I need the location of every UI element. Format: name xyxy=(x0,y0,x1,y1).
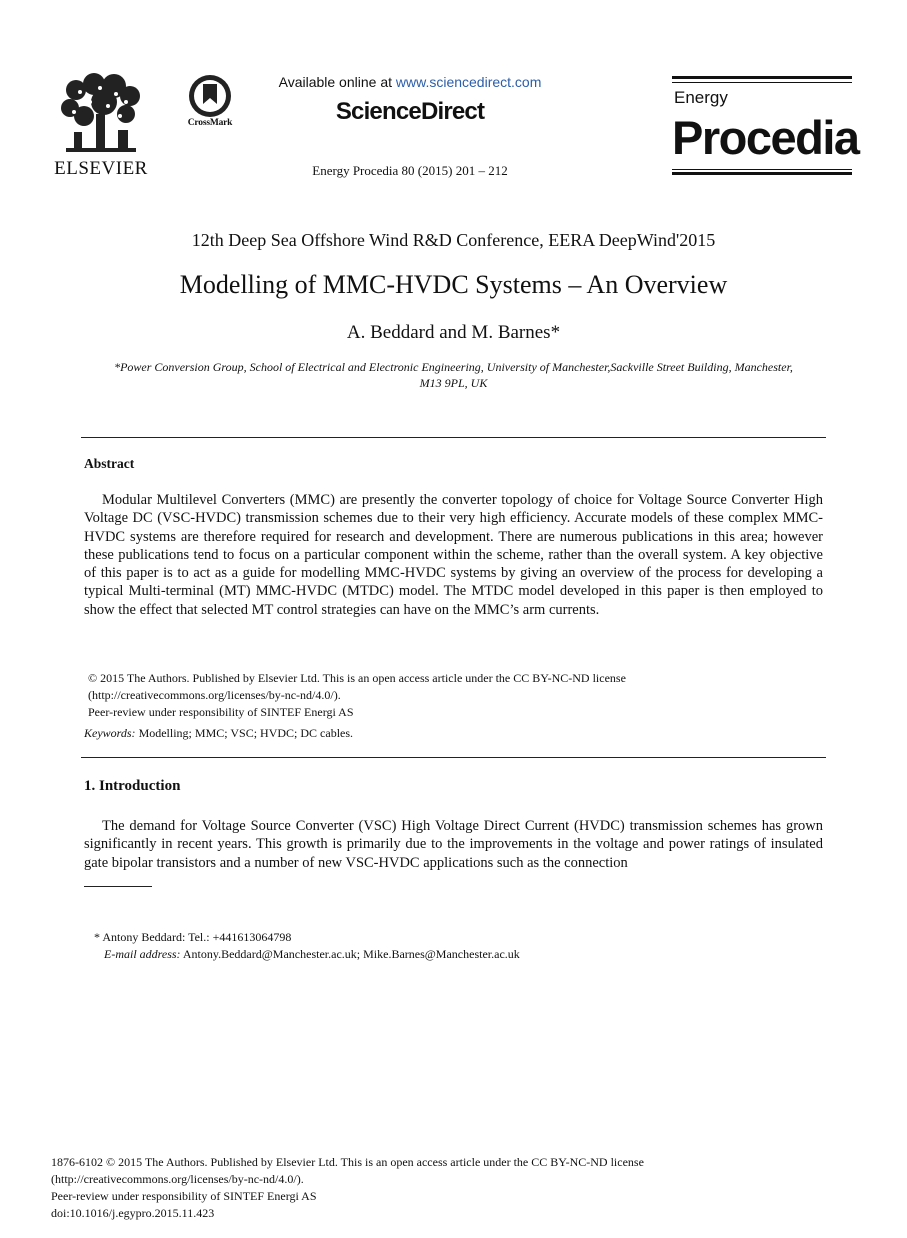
sciencedirect-wordmark: ScienceDirect xyxy=(335,98,485,125)
abstract-text: Modular Multilevel Converters (MMC) are presently the converter topology of choice for Voltage Source Converter High Voltage DC (VSC-HVDC) transmission schemes due to their very high efficiency. Accurate models of these complex MMC-HVDC systems are therefore required for research and development. There are numerous publications in this area; however these publications tend to focus on a particular component within the scheme, rather than the overall system. A key objective of this paper is to act as a guide for modelling MMC-HVDC systems by giving an overview of the process for developing a typical Multi-terminal (MT) MMC-HVDC (MTDC) model. The MTDC model developed in this paper is then employed to show the effect that selected MT control strategies can have on the MMC’s arm currents. xyxy=(84,492,823,618)
crossmark-logo[interactable] xyxy=(178,74,242,134)
footnote-email-label: E-mail address: xyxy=(104,947,181,961)
brand-procedia: Procedia xyxy=(672,111,859,164)
divider-top xyxy=(81,437,826,438)
section-heading-introduction: 1. Introduction xyxy=(84,778,181,794)
affiliation-line-2: M13 9PL, UK xyxy=(419,376,488,390)
paper-title: Modelling of MMC-HVDC Systems – An Overview xyxy=(179,270,728,299)
license-block xyxy=(88,670,788,721)
brand-energy: Energy xyxy=(674,88,728,107)
footnote-rule xyxy=(84,886,152,887)
conference-name: 12th Deep Sea Offshore Wind R&D Conference, EERA DeepWind'2015 xyxy=(191,230,716,250)
license-line-3: Peer-review under responsibility of SINTEF Energi AS xyxy=(88,705,354,719)
footer-peer-review: Peer-review under responsibility of SINTEF Energi AS xyxy=(51,1189,317,1203)
brand-rule-bottom xyxy=(672,172,852,175)
elsevier-logo xyxy=(50,72,152,180)
available-online xyxy=(240,74,580,90)
license-link[interactable]: (http://creativecommons.org/licenses/by-nc-nd/4.0/). xyxy=(88,688,341,702)
footer-license-link[interactable]: (http://creativecommons.org/licenses/by-nc-nd/4.0/). xyxy=(51,1172,304,1186)
footnote xyxy=(94,929,794,963)
crossmark-label: CrossMark xyxy=(187,118,233,128)
license-line-1: © 2015 The Authors. Published by Elsevier Ltd. This is an open access article under the CC BY-NC-ND license xyxy=(88,671,626,685)
brand-rule-bottom-thin xyxy=(672,169,852,170)
elsevier-tree-icon xyxy=(56,72,146,158)
footer-issn: 1876-6102 © 2015 The Authors. Published by Elsevier Ltd. This is an open access article under the CC BY-NC-ND license xyxy=(51,1155,644,1169)
available-prefix: Available online at xyxy=(278,74,396,90)
journal-reference: Energy Procedia 80 (2015) 201 – 212 xyxy=(312,163,508,178)
abstract-heading: Abstract xyxy=(84,456,135,471)
divider-keywords xyxy=(81,757,826,758)
elsevier-wordmark: ELSEVIER xyxy=(54,158,148,179)
authors: A. Beddard and M. Barnes* xyxy=(346,322,561,343)
introduction-text: The demand for Voltage Source Converter (VSC) High Voltage Direct Current (HVDC) transmission schemes has grown significantly in recent years. This growth is primarily due to the improvements in the voltage and power ratings of insulated gate bipolar transistors and a number of new VSC-HVDC applications such as the connection xyxy=(84,818,823,871)
crossmark-icon xyxy=(178,74,242,118)
energy-procedia-logo xyxy=(672,76,859,176)
affiliation-line-1: *Power Conversion Group, School of Electrical and Electronic Engineering, University of Manchester,Sackville Street Building, Manchester, xyxy=(114,360,793,374)
brand-rule-top xyxy=(672,76,852,79)
footnote-contact: * Antony Beddard: Tel.: +441613064798 xyxy=(94,930,292,944)
footnote-emails[interactable]: Antony.Beddard@Manchester.ac.uk; Mike.Barnes@Manchester.ac.uk xyxy=(180,947,520,961)
sciencedirect-link[interactable]: www.sciencedirect.com xyxy=(395,74,542,90)
keywords-label: Keywords: xyxy=(84,726,136,740)
footnote-email xyxy=(94,946,794,963)
affiliation xyxy=(84,359,823,391)
page-footer xyxy=(51,1154,831,1222)
footer-doi[interactable]: doi:10.1016/j.egypro.2015.11.423 xyxy=(51,1206,215,1220)
keywords xyxy=(84,726,784,741)
keywords-list: Modelling; MMC; VSC; HVDC; DC cables. xyxy=(135,726,354,740)
brand-rule-top-thin xyxy=(672,82,852,83)
